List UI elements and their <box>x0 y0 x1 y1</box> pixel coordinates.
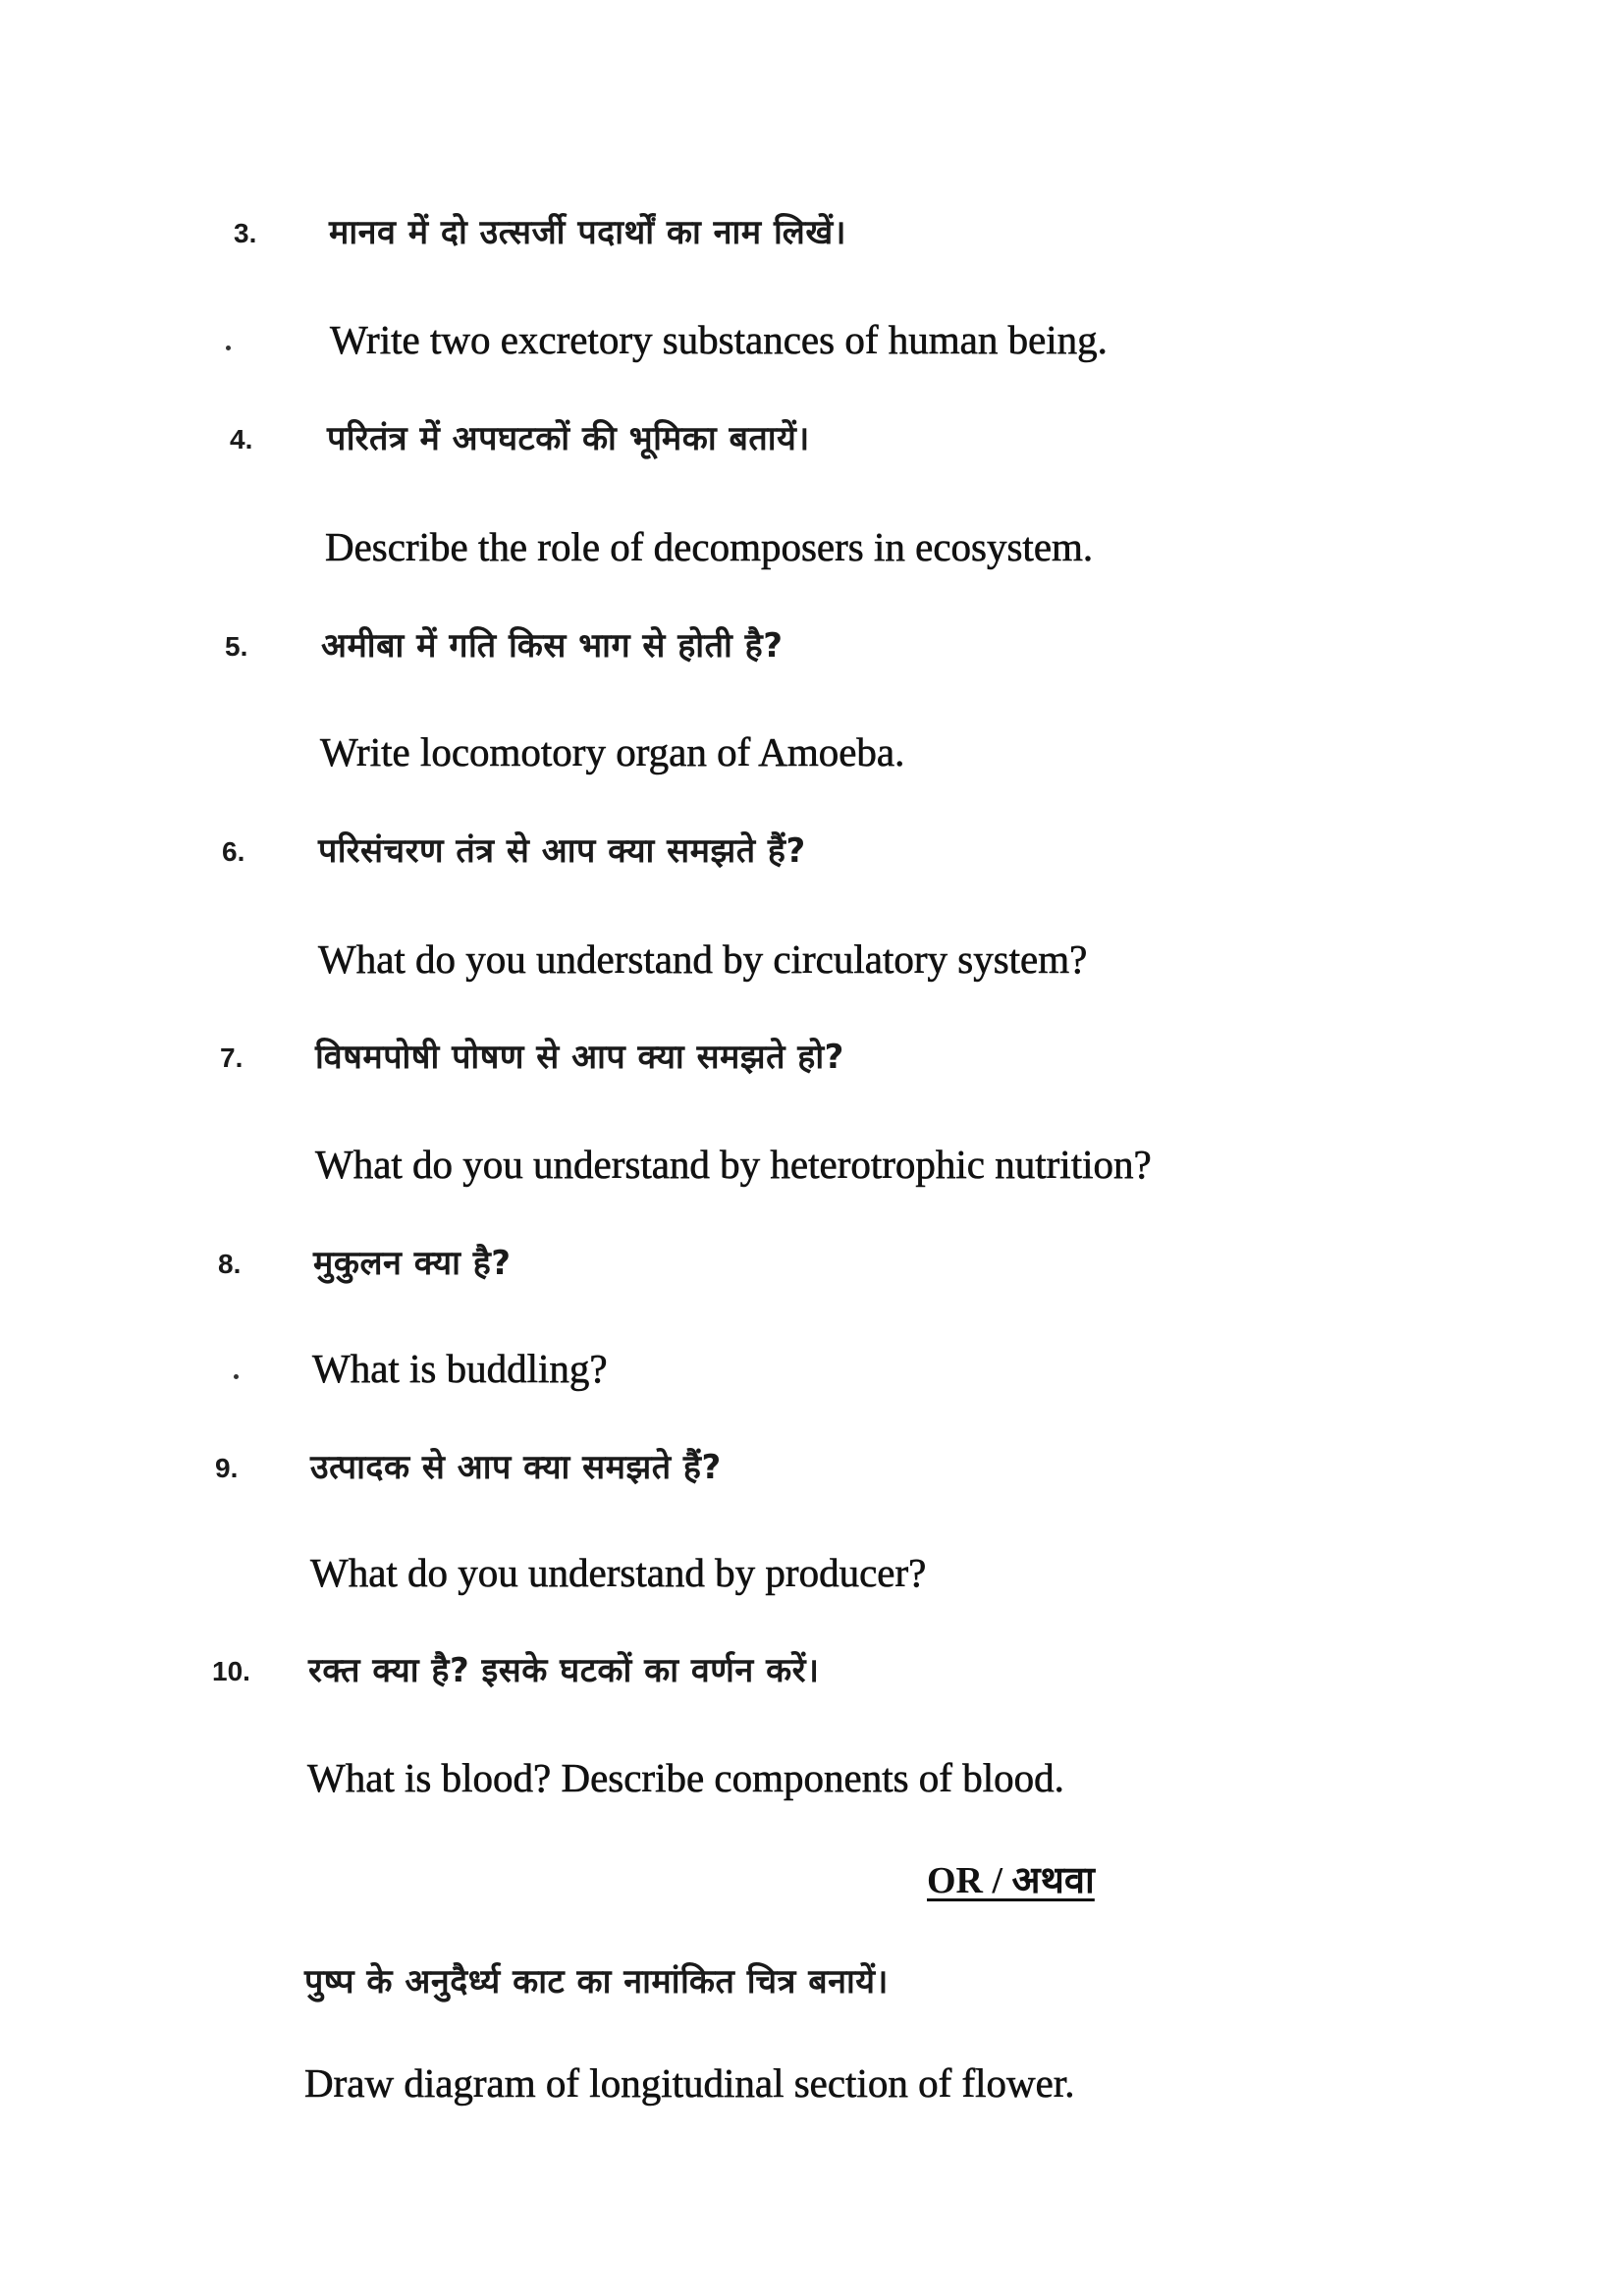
question-7-english: What do you understand by heterotrophic nutrition? <box>315 1142 1152 1187</box>
question-7-number: 7. <box>220 1042 244 1073</box>
question-5-number: 5. <box>225 631 248 662</box>
question-10-english: What is blood? Describe components of blood. <box>307 1755 1064 1800</box>
question-6-hindi: परिसंचरण तंत्र से आप क्या समझते हैं? <box>318 831 806 871</box>
question-9-number: 9. <box>215 1453 239 1483</box>
question-9-english: What do you understand by producer? <box>310 1550 927 1595</box>
question-10-number: 10. <box>212 1656 250 1686</box>
question-4-number: 4. <box>230 424 253 454</box>
question-8-english: What is buddling? <box>312 1346 608 1391</box>
scan-speck <box>226 346 231 350</box>
question-3-english: Write two excretory substances of human being. <box>330 317 1108 362</box>
alternative-hindi: पुष्प के अनुदैर्ध्य काट का नामांकित चित्र बनायें। <box>304 1962 889 2002</box>
question-6-number: 6. <box>222 836 245 867</box>
question-4-hindi: परितंत्र में अपघटकों की भूमिका बतायें। <box>327 419 810 458</box>
question-9-hindi: उत्पादक से आप क्या समझते हैं? <box>310 1448 722 1487</box>
or-separator: OR / अथवा <box>927 1860 1095 1901</box>
question-8-number: 8. <box>218 1249 242 1279</box>
question-7-hindi: विषमपोषी पोषण से आप क्या समझते हो? <box>315 1038 844 1077</box>
alternative-english: Draw diagram of longitudinal section of flower. <box>304 2060 1075 2106</box>
question-5-hindi: अमीबा में गति किस भाग से होती है? <box>321 626 784 666</box>
question-3-hindi: मानव में दो उत्सर्जी पदार्थों का नाम लिखें। <box>329 213 847 252</box>
scan-speck <box>234 1374 239 1379</box>
question-4-english: Describe the role of decomposers in ecosystem. <box>325 524 1094 569</box>
question-10-hindi: रक्त क्या है? इसके घटकों का वर्णन करें। <box>308 1651 820 1690</box>
question-6-english: What do you understand by circulatory system? <box>318 936 1088 982</box>
question-8-hindi: मुकुलन क्या है? <box>313 1244 512 1283</box>
question-5-english: Write locomotory organ of Amoeba. <box>320 729 905 774</box>
question-3-number: 3. <box>234 218 257 248</box>
